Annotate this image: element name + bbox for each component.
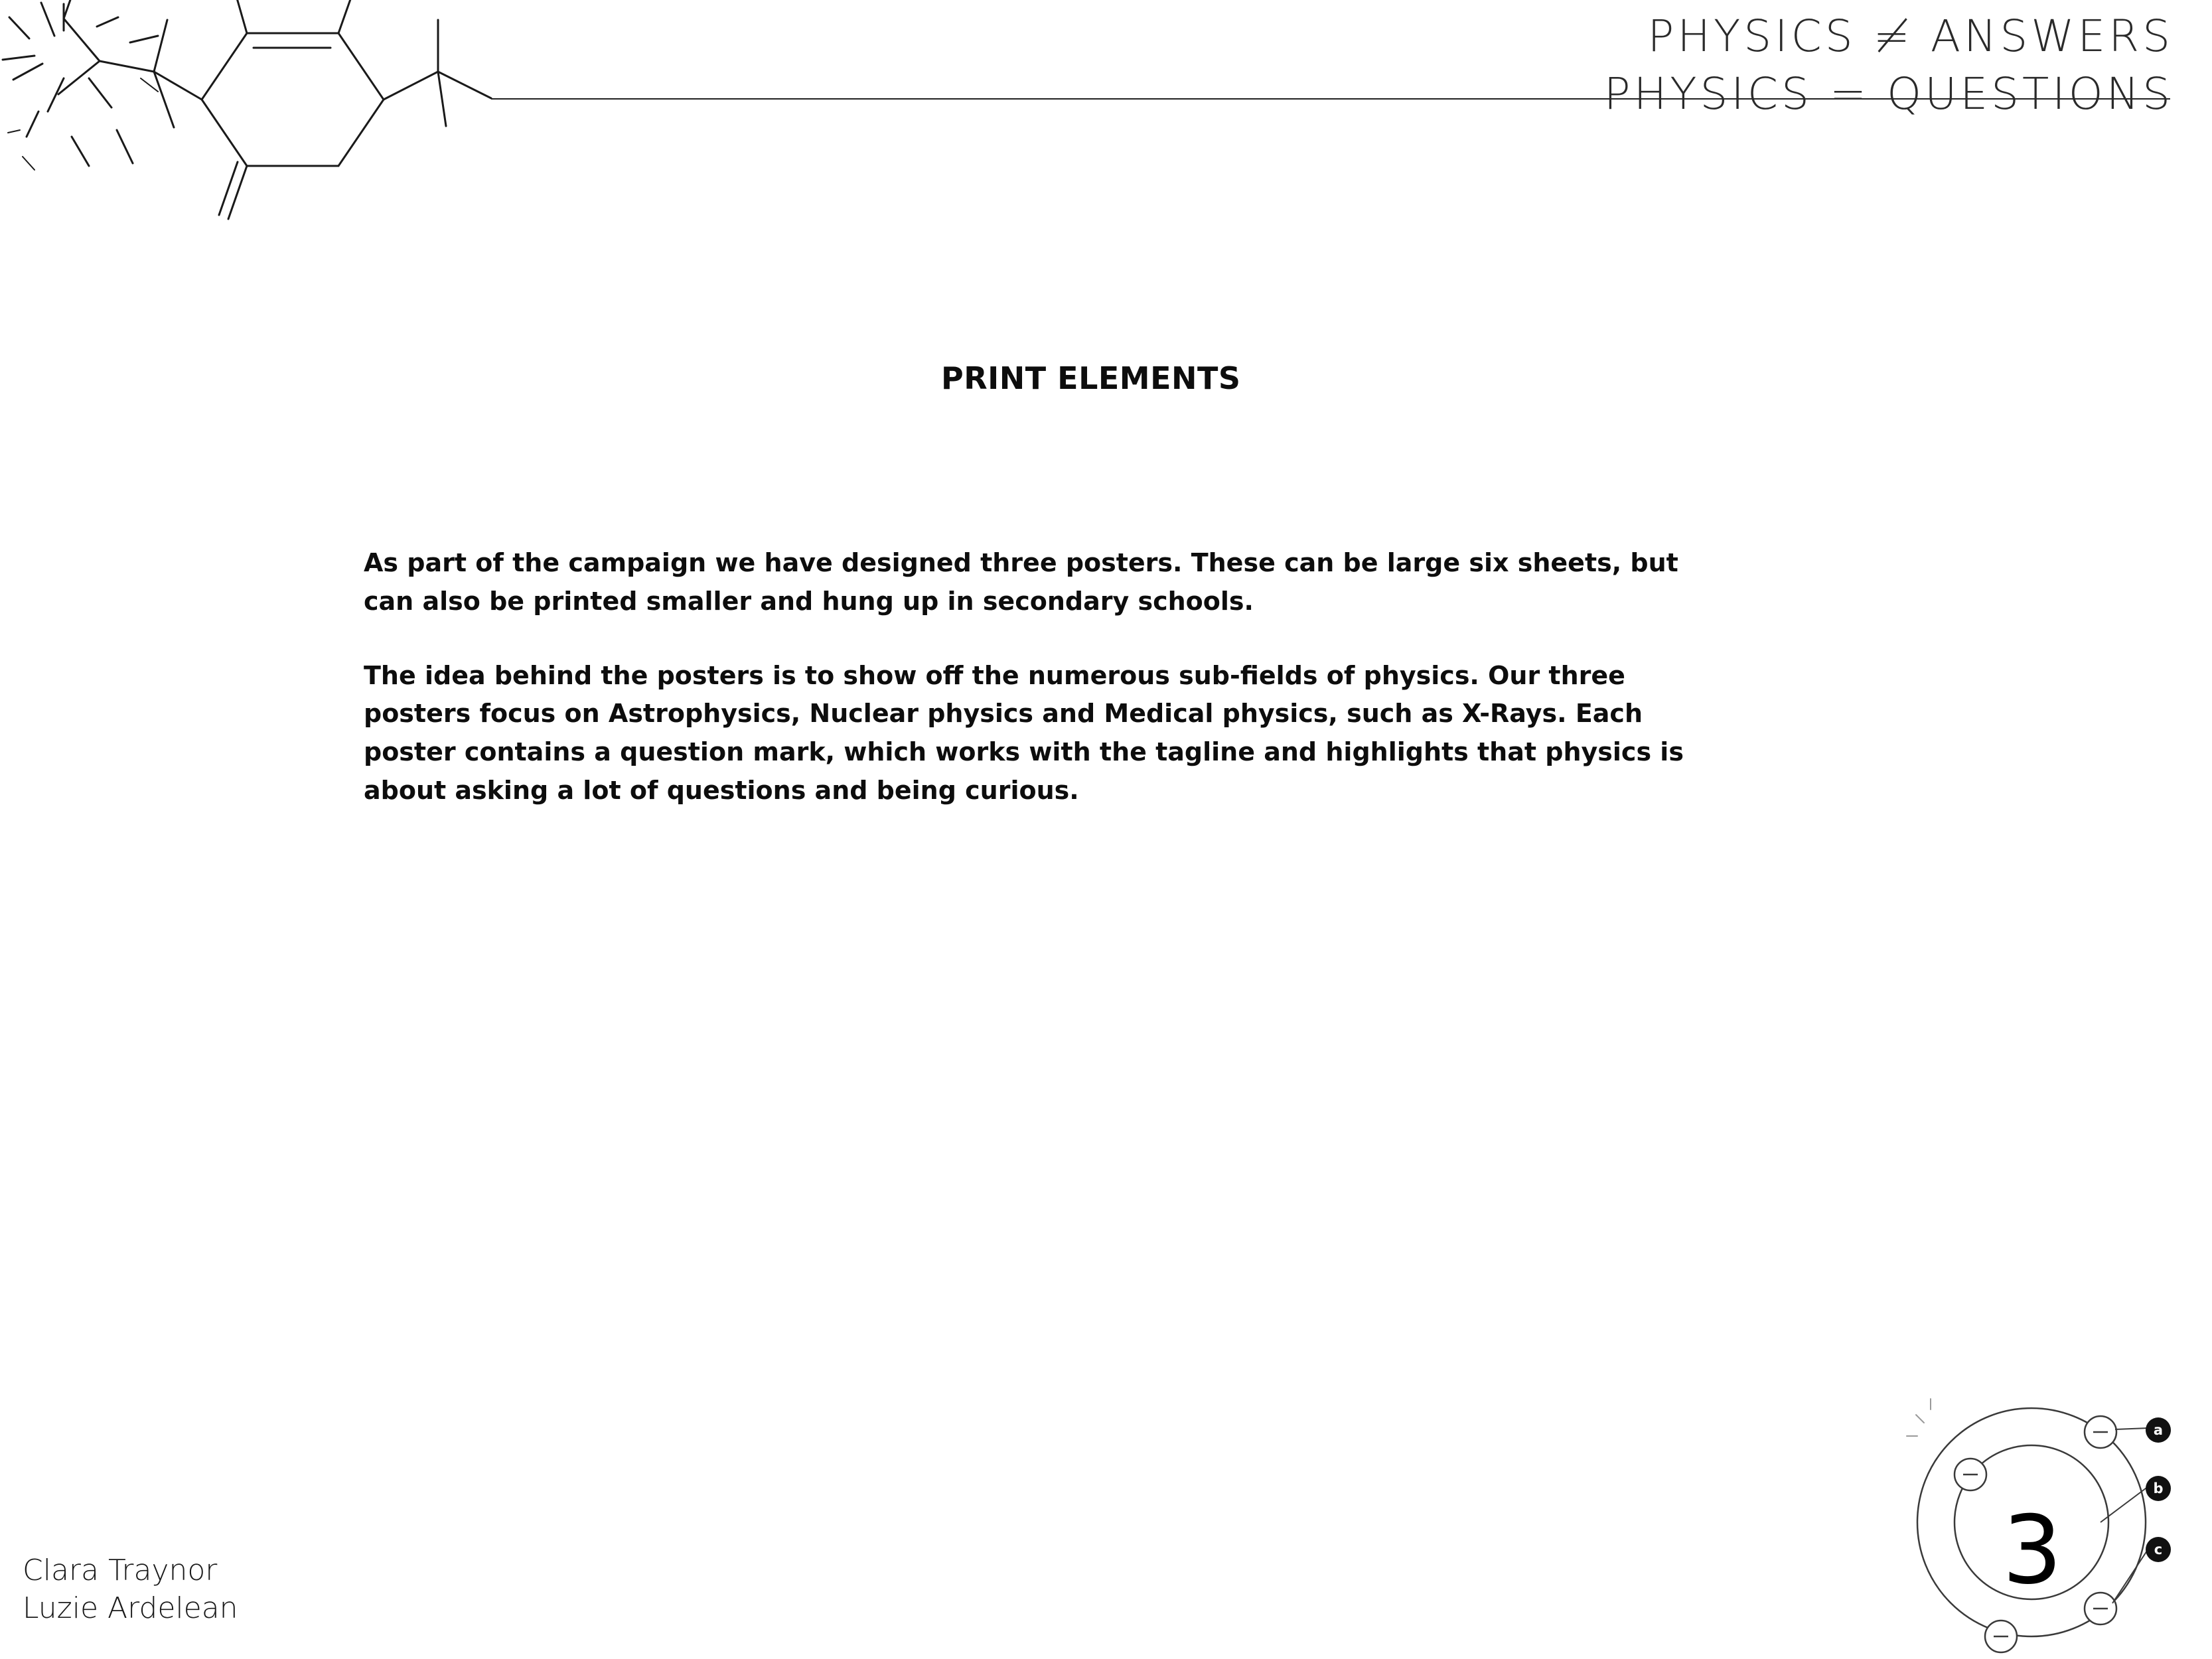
body-paragraph-1: As part of the campaign we have designed three posters. These can be large six sheets, but can also be printed smaller and hung up in secondary schools. xyxy=(364,548,1678,616)
page-number: 3 xyxy=(2002,1496,2063,1605)
tagline-line-physics-equals-questions: PHYSICS = QUESTIONS xyxy=(1603,68,2174,120)
atom-page-number-badge xyxy=(1901,1390,2193,1655)
tagline-line-physics-not-answers: PHYSICS ≠ ANSWERS xyxy=(1647,11,2174,62)
author-name-2: Luzie Ardelean xyxy=(23,1591,238,1625)
author-name-1: Clara Traynor xyxy=(23,1553,218,1587)
atom-label-c: c xyxy=(2146,1537,2171,1562)
page-title: PRINT ELEMENTS xyxy=(941,360,1241,396)
atom-label-a: a xyxy=(2146,1417,2171,1443)
header-tagline xyxy=(1603,11,2174,120)
body-copy xyxy=(364,544,1691,810)
molecule-sketch-decoration xyxy=(0,0,518,252)
atom-label-b: b xyxy=(2146,1476,2171,1501)
credits-block xyxy=(23,1551,238,1627)
body-paragraph-2: The idea behind the posters is to show off the numerous sub-fields of physics. Our three posters focus on Astrophysics, Nuclear physics and Medical physics, such as X-Rays. Each poster contains a question mark, which works with the tagline and highlights that physics is about asking a lot of questions and being curious. xyxy=(364,660,1684,805)
